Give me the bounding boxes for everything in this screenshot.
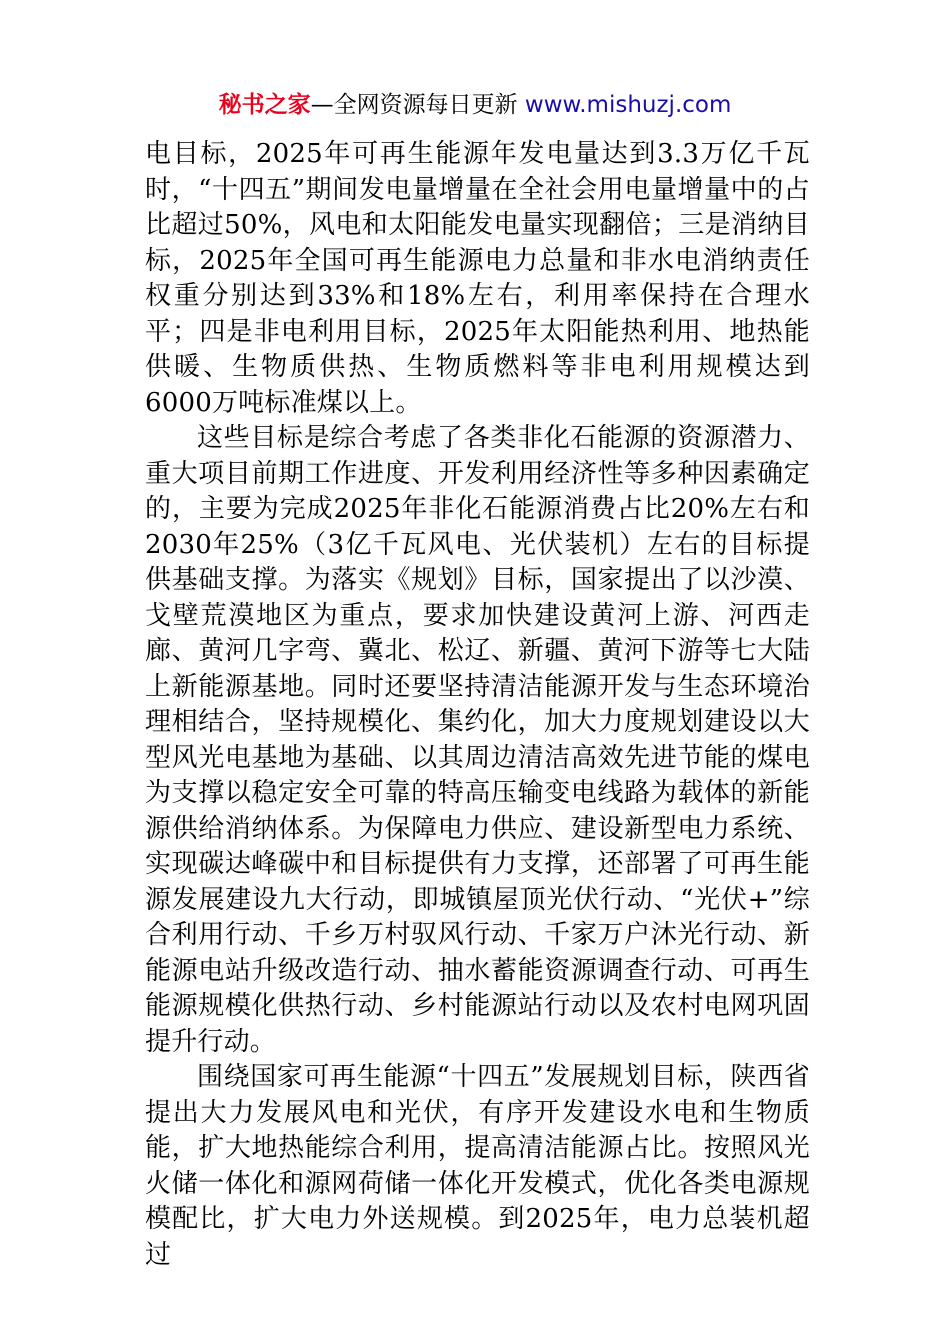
document-body — [145, 137, 810, 1273]
paragraph-shaanxi-plan: 围绕国家可再生能源“十四五”发展规划目标，陕西省提出大力发展风电和光伏，有序开发建设水电和生物质能，扩大地热能综合利用，提高清洁能源占比。按照风光火储一体化和源网荷储一体化开发模式，优化各类电源规模配比，扩大电力外送规模。到2025年，电力总装机超过 — [145, 1062, 810, 1270]
site-url-link[interactable]: www.mishuzj.com — [524, 92, 732, 118]
page-header — [0, 88, 950, 122]
site-brand: 秘书之家 — [218, 92, 311, 118]
site-tagline: —全网资源每日更新 — [310, 92, 525, 118]
paragraph-continuation: 电目标，2025年可再生能源年发电量达到3.3万亿千瓦时，“十四五”期间发电量增量在全社会用电量增量中的占比超过50%，风电和太阳能发电量实现翻倍；三是消纳目标，2025年全国可再生能源电力总量和非水电消纳责任权重分别达到33%和18%左右，利用率保持在合理水平；四是非电利用目标，2025年太阳能热利用、地热能供暖、生物质供热、生物质燃料等非电利用规模达到6000万吨标准煤以上。 — [145, 139, 810, 418]
paragraph-targets-basis: 这些目标是综合考虑了各类非化石能源的资源潜力、重大项目前期工作进度、开发利用经济性等多种因素确定的，主要为完成2025年非化石能源消费占比20%左右和2030年25%（3亿千瓦风电、光伏装机）左右的目标提供基础支撑。为落实《规划》目标，国家提出了以沙漠、戈壁荒漠地区为重点，要求加快建设黄河上游、河西走廊、黄河几字弯、冀北、松辽、新疆、黄河下游等七大陆上新能源基地。同时还要坚持清洁能源开发与生态环境治理相结合，坚持规模化、集约化，加大力度规划建设以大型风光电基地为基础、以其周边清洁高效先进节能的煤电为支撑以稳定安全可靠的特高压输变电线路为载体的新能源供给消纳体系。为保障电力供应、建设新型电力系统、实现碳达峰碳中和目标提供有力支撑，还部署了可再生能源发展建设九大行动，即城镇屋顶光伏行动、“光伏+”综合利用行动、千乡万村驭风行动、千家万户沐光行动、新能源电站升级改造行动、抽水蓄能资源调查行动、可再生能源规模化供热行动、乡村能源站行动以及农村电网巩固提升行动。 — [145, 423, 810, 1057]
